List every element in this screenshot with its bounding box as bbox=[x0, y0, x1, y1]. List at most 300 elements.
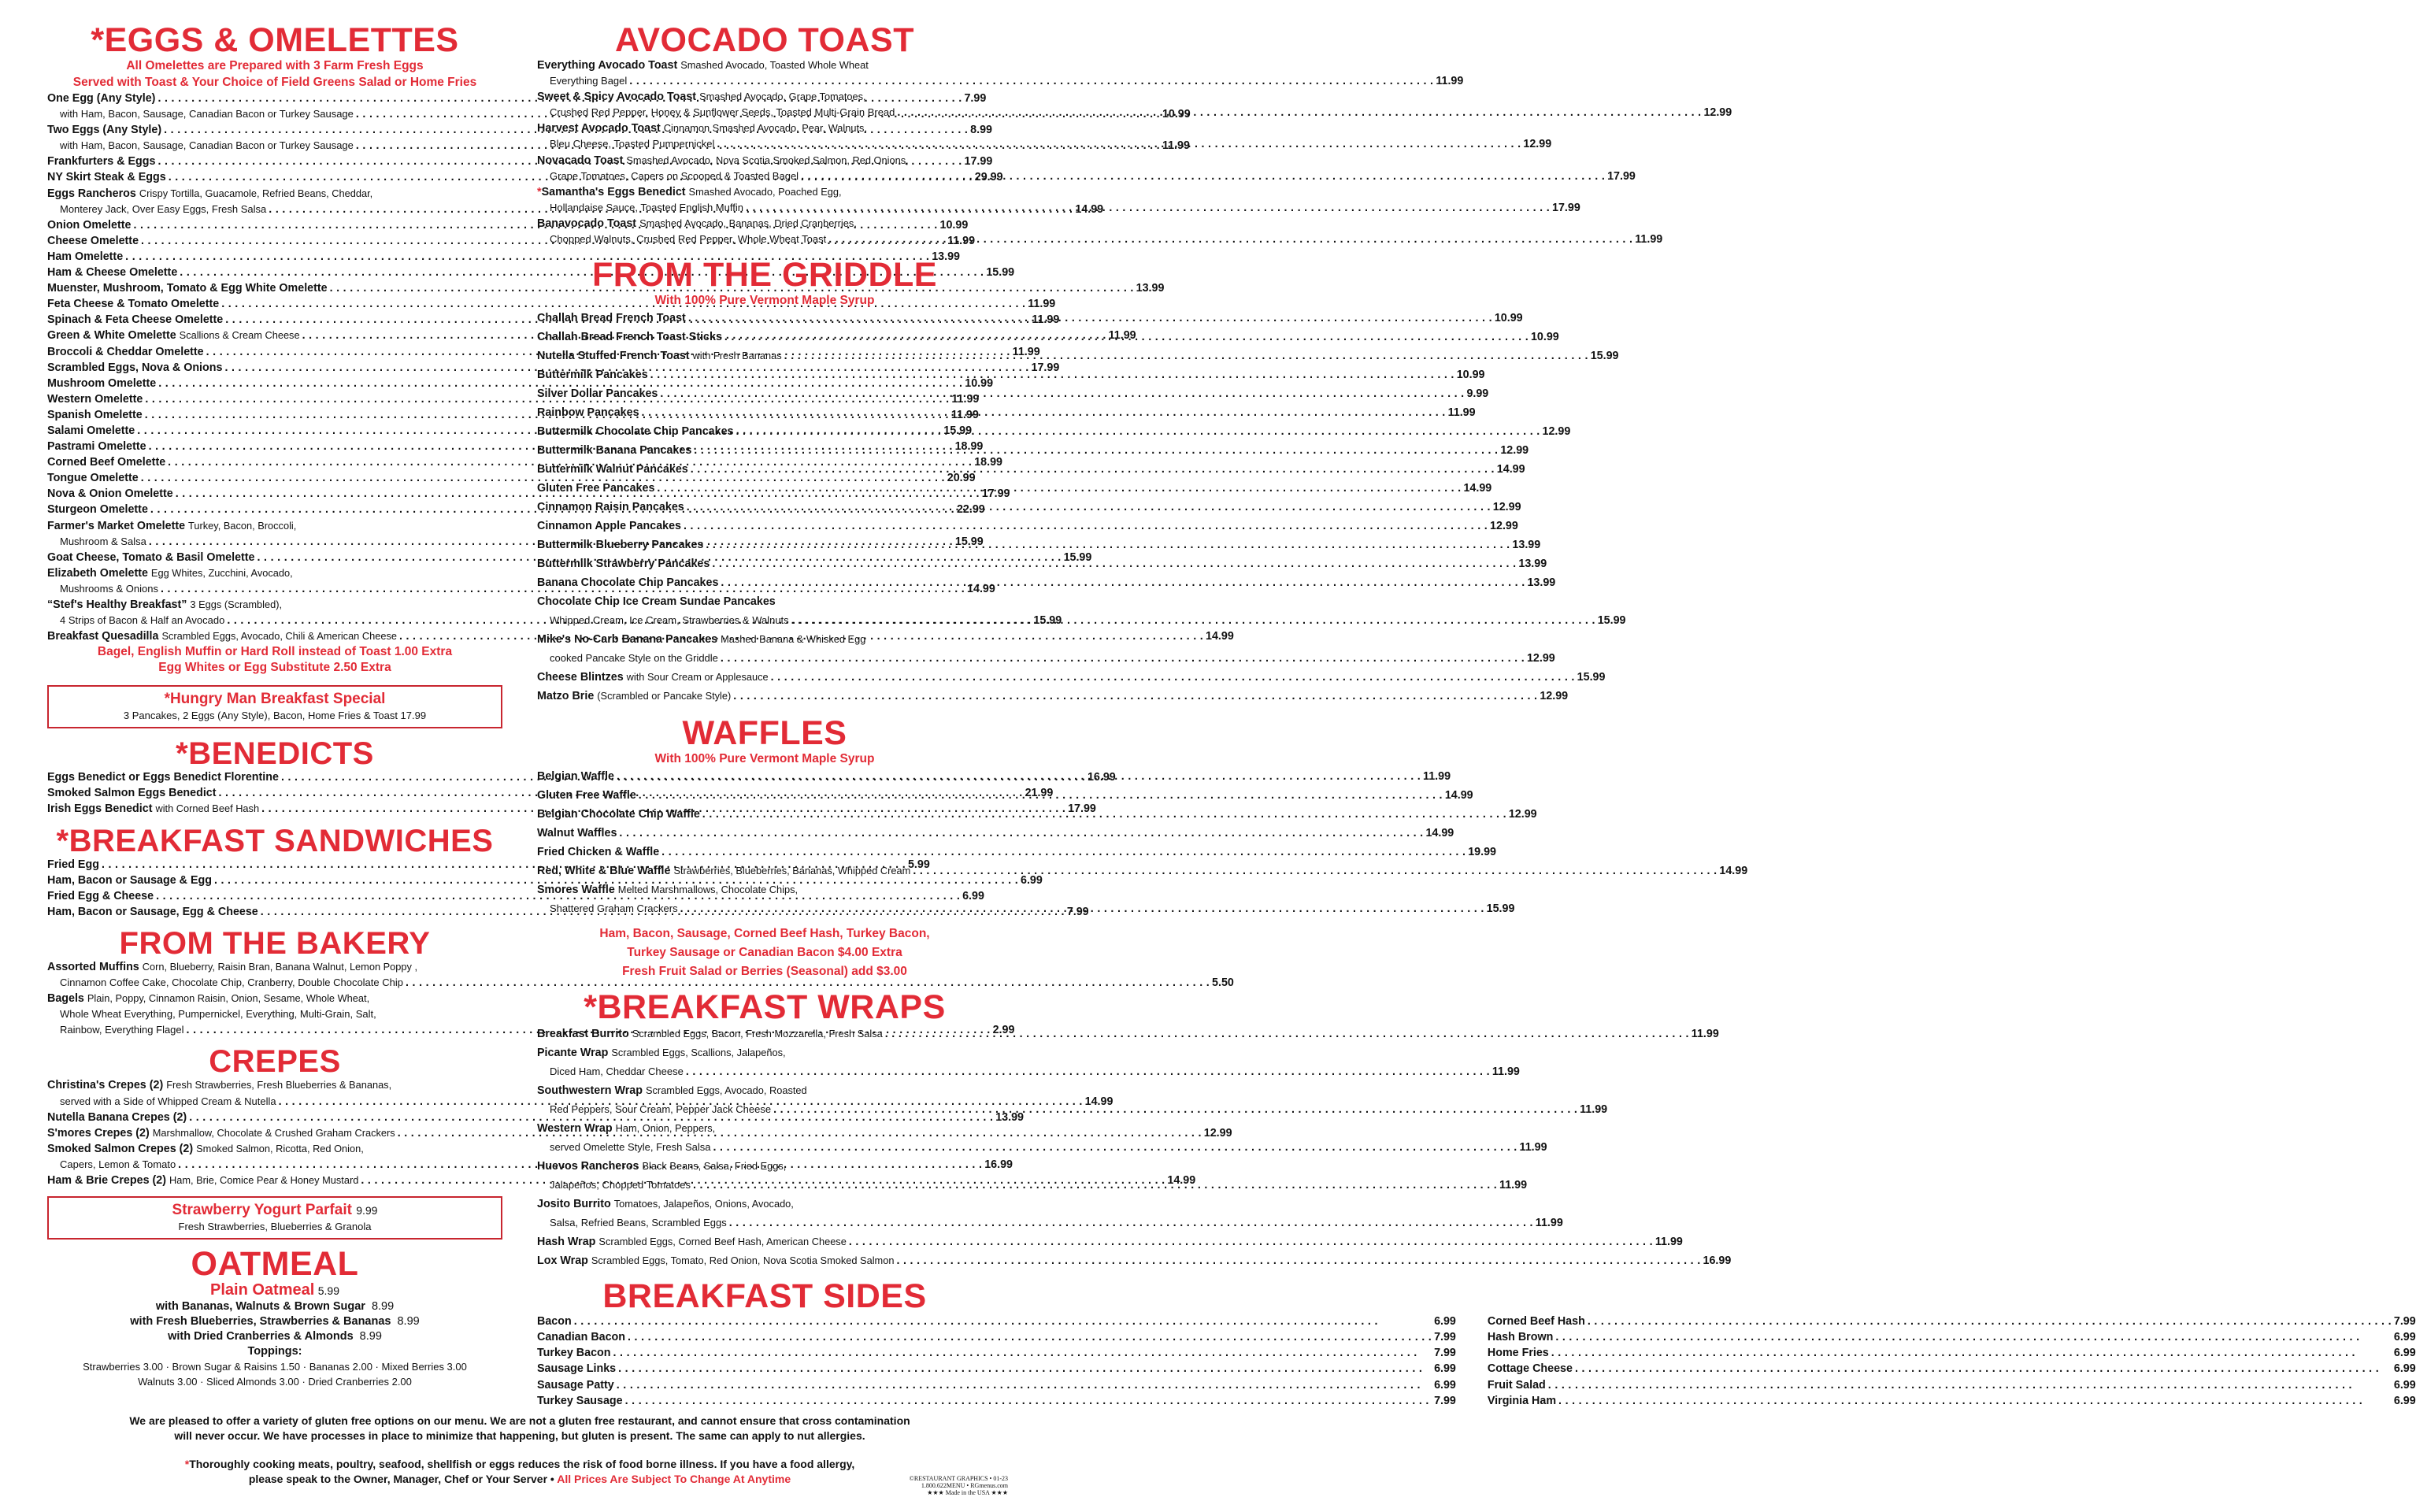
menu-item-row bbox=[537, 880, 992, 899]
item-description: Scrambled Eggs, Corned Beef Hash, American Cheese bbox=[598, 1236, 847, 1248]
item-name: Mushroom Omelette bbox=[47, 376, 157, 390]
item-price: 13.99 bbox=[995, 1110, 1025, 1124]
item-name: Smoked Salmon Eggs Benedict bbox=[47, 787, 217, 800]
leader-dots bbox=[801, 169, 1605, 184]
menu-item-row bbox=[537, 824, 1454, 843]
menu-item-row bbox=[1488, 1345, 2416, 1361]
item-price: 14.99 bbox=[1167, 1173, 1196, 1187]
item-price: 16.99 bbox=[1087, 771, 1116, 784]
leader-dots bbox=[618, 1361, 1432, 1377]
menu-item-row bbox=[537, 843, 1496, 862]
gluten-disclaimer bbox=[47, 1414, 992, 1443]
item-description: Scrambled Eggs, Tomato, Red Onion, Nova Scotia Smoked Salmon bbox=[591, 1254, 895, 1267]
oatmeal-option-text: with Fresh Blueberries, Strawberries & Bananas bbox=[130, 1315, 391, 1329]
item-description: Shattered Graham Crackers bbox=[550, 902, 678, 915]
menu-item-row bbox=[537, 1081, 992, 1100]
item-price: 15.99 bbox=[1033, 614, 1062, 628]
item-name: Corned Beef Omelette bbox=[47, 456, 166, 469]
leader-dots bbox=[706, 536, 1510, 554]
item-price: 11.99 bbox=[1519, 1141, 1547, 1154]
menu-item-row bbox=[537, 1157, 992, 1176]
item-name: Sweet & Spicy Avocado Toast bbox=[537, 91, 697, 104]
item-price: 11.99 bbox=[1499, 1179, 1528, 1192]
menu-item-row bbox=[47, 565, 502, 581]
parfait-box bbox=[47, 1196, 502, 1240]
menu-item-row bbox=[537, 573, 1556, 592]
menu-item-row bbox=[47, 873, 1043, 888]
wraps-title: *BREAKFAST WRAPS bbox=[584, 988, 946, 1027]
leader-dots bbox=[702, 805, 1506, 824]
item-name: Banavocado Toast bbox=[537, 217, 637, 230]
leader-dots bbox=[1575, 1361, 2392, 1377]
menu-item-row bbox=[537, 1314, 1456, 1329]
menu-item-row bbox=[537, 687, 1569, 706]
item-description: Hollandaise Sauce, Toasted English Muffin bbox=[550, 201, 743, 213]
item-price: 11.99 bbox=[1012, 345, 1040, 358]
item-price: 11.99 bbox=[1108, 329, 1136, 343]
item-description: Corn, Blueberry, Raisin Bran, Banana Walnut, Lemon Poppy , bbox=[142, 960, 418, 973]
leader-dots bbox=[713, 1138, 1517, 1157]
item-name: Turkey Sausage bbox=[537, 1394, 623, 1407]
item-price: 11.99 bbox=[1447, 406, 1476, 420]
leader-dots bbox=[684, 517, 1488, 536]
item-name: Ham & Cheese Omelette bbox=[47, 266, 178, 280]
item-price: 11.99 bbox=[1032, 313, 1060, 327]
item-name: Buttermilk Banana Pancakes bbox=[537, 444, 692, 458]
menu-item-row bbox=[537, 1214, 1563, 1232]
item-name: Christina's Crepes (2) bbox=[47, 1079, 164, 1092]
item-price: 17.99 bbox=[981, 487, 1010, 501]
eggs-subtitle-1: All Omelettes are Prepared with 3 Farm Fresh Eggs bbox=[126, 59, 424, 72]
food-warning bbox=[47, 1457, 992, 1487]
toppings-line-2: Walnuts 3.00 · Sliced Almonds 3.00 · Dried Cranberries 2.00 bbox=[138, 1376, 412, 1388]
menu-item-row bbox=[537, 1329, 1456, 1345]
item-description: served with a Side of Whipped Cream & Nutella bbox=[60, 1095, 276, 1107]
item-name: Picante Wrap bbox=[537, 1047, 609, 1060]
warning-text-2: please speak to the Owner, Manager, Chef or Your Server • bbox=[248, 1473, 558, 1485]
item-price: 15.99 bbox=[1590, 350, 1619, 363]
leader-dots bbox=[625, 1393, 1432, 1409]
parfait-price: 9.99 bbox=[356, 1204, 378, 1217]
item-price: 11.99 bbox=[1162, 139, 1190, 153]
item-price: 5.50 bbox=[1212, 976, 1234, 990]
item-price: 15.99 bbox=[1577, 671, 1606, 684]
item-name: Ham, Bacon or Sausage, Egg & Cheese bbox=[47, 905, 258, 918]
item-price: 12.99 bbox=[1492, 501, 1521, 514]
item-price: 6.99 bbox=[1434, 1378, 1456, 1392]
item-description: with Sour Cream or Applesauce bbox=[626, 671, 769, 684]
item-description: Melted Marshmallows, Chocolate Chips, bbox=[617, 884, 799, 896]
item-name: Nutella Banana Crepes (2) bbox=[47, 1110, 187, 1124]
leader-dots bbox=[1558, 1393, 2392, 1409]
item-description: Crushed Red Pepper, Honey & Sunflower Seeds, Toasted Multi-Grain Bread bbox=[550, 106, 895, 119]
item-price: 11.99 bbox=[1635, 233, 1663, 246]
item-name: Scrambled Eggs, Nova & Onions bbox=[47, 361, 223, 374]
item-description: Scrambled Eggs, Avocado, Chili & American Cheese bbox=[161, 630, 397, 643]
item-name: Walnut Waffles bbox=[537, 827, 617, 840]
item-name: Frankfurters & Eggs bbox=[47, 155, 156, 169]
item-price: 6.99 bbox=[1434, 1362, 1456, 1376]
sides-title: BREAKFAST SIDES bbox=[602, 1277, 927, 1316]
menu-item-row bbox=[1488, 1361, 2416, 1377]
item-name: Rainbow Pancakes bbox=[537, 406, 639, 420]
item-name: Muenster, Mushroom, Tomato & Egg White Omelette bbox=[47, 282, 328, 295]
item-description: Strawberries, Blueberries, Bananas, Whipped Cream bbox=[673, 865, 911, 877]
menu-item-row bbox=[47, 975, 1234, 991]
item-description: Marshmallow, Chocolate & Crushed Graham Crackers bbox=[152, 1126, 395, 1139]
gluten-line-2: will never occur. We have processes in place to minimize that happening, but gluten is present. The same can apply to nut allergies. bbox=[174, 1429, 865, 1442]
menu-item-row bbox=[537, 649, 1555, 668]
item-name: Cinnamon Raisin Pancakes bbox=[537, 501, 684, 514]
asterisk: * bbox=[537, 185, 542, 198]
item-description: Smashed Avocado, Bananas, Dried Cranberries, bbox=[639, 217, 857, 229]
menu-item-row bbox=[537, 536, 1541, 554]
leader-dots bbox=[574, 1314, 1432, 1329]
item-name: Sturgeon Omelette bbox=[47, 503, 148, 517]
item-price: 11.99 bbox=[947, 234, 976, 247]
leader-dots bbox=[613, 1345, 1432, 1361]
item-description: Turkey, Bacon, Broccoli, bbox=[188, 519, 297, 532]
item-name: One Egg (Any Style) bbox=[47, 92, 156, 105]
item-description: Scallions & Cream Cheese bbox=[179, 329, 300, 342]
menu-item-row bbox=[47, 1110, 1025, 1125]
item-description: Whole Wheat Everything, Pumpernickel, Everything, Multi-Grain, Salt, bbox=[60, 1008, 376, 1021]
menu-item-row bbox=[537, 1138, 1547, 1157]
sides-columns bbox=[537, 1314, 2416, 1409]
menu-item-row bbox=[537, 592, 992, 611]
item-price: 13.99 bbox=[1527, 576, 1556, 590]
item-name: Buttermilk Chocolate Chip Pancakes bbox=[537, 425, 734, 439]
leader-dots bbox=[771, 668, 1575, 687]
bakery-title: FROM THE BAKERY bbox=[119, 925, 431, 961]
oatmeal-option bbox=[47, 1299, 502, 1314]
item-name: Fried Egg & Cheese bbox=[47, 889, 154, 902]
item-description: Mushrooms & Onions bbox=[60, 582, 158, 595]
warning-line-1 bbox=[47, 1457, 992, 1472]
item-name: Elizabeth Omelette bbox=[47, 566, 148, 580]
item-description: Cinnamon Coffee Cake, Chocolate Chip, Cranberry, Double Chocolate Chip bbox=[60, 976, 403, 989]
hungry-man-desc: 3 Pancakes, 2 Eggs (Any Style), Bacon, Home Fries & Toast 17.99 bbox=[123, 710, 427, 722]
waffles-note-2: Turkey Sausage or Canadian Bacon $4.00 Extra bbox=[627, 946, 902, 960]
item-name: Belgian Chocolate Chip Waffle bbox=[537, 808, 700, 821]
menu-item-row bbox=[537, 1345, 1456, 1361]
item-name: Southwestern Wrap bbox=[537, 1084, 643, 1098]
item-name: Cinnamon Apple Pancakes bbox=[537, 520, 681, 533]
warning-star: * bbox=[184, 1458, 190, 1470]
item-price: 12.99 bbox=[1508, 808, 1537, 821]
oatmeal-option-text: with Dried Cranberries & Almonds bbox=[168, 1330, 354, 1343]
item-name: Breakfast Burrito bbox=[537, 1028, 629, 1041]
item-price: 12.99 bbox=[1540, 690, 1569, 703]
item-price: 15.99 bbox=[954, 535, 984, 548]
item-price: 11.99 bbox=[1423, 770, 1451, 784]
item-price: 10.99 bbox=[1530, 331, 1559, 344]
toppings-label: Toppings: bbox=[247, 1345, 302, 1358]
menu-item-row bbox=[537, 1377, 1456, 1393]
item-name: Fried Chicken & Waffle bbox=[537, 846, 660, 859]
menu-item-row bbox=[537, 232, 1663, 247]
item-description: Smashed Avocado, Grape Tomatoes, bbox=[699, 91, 866, 103]
item-name: Goat Cheese, Tomato & Basil Omelette bbox=[47, 550, 255, 564]
item-name: Lox Wrap bbox=[537, 1254, 588, 1268]
parfait-desc: Fresh Strawberries, Blueberries & Granola bbox=[178, 1221, 372, 1233]
menu-item-row bbox=[47, 1006, 502, 1022]
item-price: 13.99 bbox=[932, 250, 960, 263]
leader-dots bbox=[657, 479, 1461, 498]
menu-item-row bbox=[47, 991, 502, 1006]
leader-dots bbox=[617, 1377, 1432, 1393]
menu-item-row bbox=[537, 120, 992, 136]
leader-dots bbox=[694, 441, 1498, 460]
menu-item-row bbox=[537, 422, 1571, 441]
item-price: 12.99 bbox=[1203, 1126, 1232, 1140]
menu-item-row bbox=[537, 1393, 1456, 1409]
menu-item-row bbox=[537, 184, 992, 200]
item-name: Sausage Patty bbox=[537, 1378, 614, 1392]
menu-item-row bbox=[537, 73, 1464, 89]
item-description: Salsa, Refried Beans, Scrambled Eggs bbox=[550, 1217, 727, 1229]
eggs-note-1: Bagel, English Muffin or Hard Roll instead of Toast 1.00 Extra bbox=[97, 645, 453, 659]
item-name: Assorted Muffins bbox=[47, 960, 139, 973]
item-description: Smashed Avocado, Nova Scotia Smoked Salmon, Red Onions, bbox=[626, 154, 909, 166]
printer-credit bbox=[910, 1475, 1008, 1496]
leader-dots bbox=[1551, 1345, 2392, 1361]
item-price: 11.99 bbox=[1691, 1028, 1719, 1041]
menu-item-row bbox=[537, 57, 992, 73]
item-price: 14.99 bbox=[1084, 1095, 1114, 1108]
leader-dots bbox=[913, 862, 1717, 880]
item-name: *Samantha's Eggs Benedict bbox=[537, 185, 686, 198]
menu-item-row bbox=[537, 630, 992, 649]
item-description: served Omelette Style, Fresh Salsa bbox=[550, 1141, 711, 1154]
item-price: 13.99 bbox=[1512, 539, 1541, 552]
plain-oatmeal-label: Plain Oatmeal bbox=[210, 1281, 315, 1299]
parfait-title: Strawberry Yogurt Parfait bbox=[172, 1202, 352, 1219]
menu-item-row bbox=[537, 1232, 1683, 1251]
item-name: Huevos Rancheros bbox=[537, 1160, 639, 1173]
item-price: 18.99 bbox=[954, 440, 984, 454]
item-description: 4 Strips of Bacon & Half an Avocado bbox=[60, 614, 225, 627]
item-price: 11.99 bbox=[1535, 1217, 1563, 1230]
item-name: Silver Dollar Pancakes bbox=[537, 387, 658, 401]
item-description: Mashed Banana & Whisked Egg bbox=[721, 633, 866, 646]
item-name: Smoked Salmon Crepes (2) bbox=[47, 1142, 194, 1155]
item-price: 22.99 bbox=[956, 503, 985, 517]
menu-item-row bbox=[1488, 1377, 2416, 1393]
menu-item-row bbox=[537, 1251, 1732, 1270]
item-name: Irish Eggs Benedict bbox=[47, 802, 153, 816]
item-price: 29.99 bbox=[974, 171, 1003, 184]
item-name: Bacon bbox=[537, 1315, 572, 1329]
leader-dots bbox=[688, 309, 1492, 328]
item-name: Chocolate Chip Ice Cream Sundae Pancakes bbox=[537, 595, 776, 609]
item-price: 18.99 bbox=[974, 456, 1002, 469]
item-name: Turkey Bacon bbox=[537, 1347, 611, 1360]
item-price: 17.99 bbox=[1031, 361, 1060, 374]
item-name: Smores Waffle bbox=[537, 884, 615, 897]
menu-item-row bbox=[47, 470, 976, 486]
leader-dots bbox=[619, 824, 1423, 843]
item-description: Ham, Onion, Peppers, bbox=[615, 1122, 716, 1135]
leader-dots bbox=[717, 136, 1521, 152]
menu-item-row bbox=[47, 376, 994, 391]
menu-item-row bbox=[47, 1141, 502, 1157]
item-description: Everything Bagel bbox=[550, 75, 628, 87]
leader-dots bbox=[896, 1251, 1700, 1270]
item-name: Harvest Avocado Toast bbox=[537, 122, 661, 135]
item-description: 3 Eggs (Scrambled), bbox=[190, 598, 283, 610]
item-name: Spanish Omelette bbox=[47, 408, 143, 421]
item-description: with Ham, Bacon, Sausage, Canadian Bacon or Turkey Sausage bbox=[60, 139, 354, 152]
item-price: 14.99 bbox=[967, 582, 995, 595]
item-name: Pastrami Omelette bbox=[47, 440, 146, 454]
item-name: Virginia Ham bbox=[1487, 1394, 1557, 1407]
item-price: 14.99 bbox=[1463, 482, 1492, 495]
item-price: 10.99 bbox=[1162, 108, 1191, 121]
leader-dots bbox=[639, 786, 1443, 805]
sides-left bbox=[537, 1314, 1456, 1409]
item-name: Cheese Omelette bbox=[47, 234, 139, 247]
gluten-line-1: We are pleased to offer a variety of gluten free options on our menu. We are not a gluten free restaurant, and cannot ensure that cross contamination bbox=[129, 1414, 910, 1427]
leader-dots bbox=[791, 611, 1595, 630]
item-price: 12.99 bbox=[1523, 138, 1552, 151]
parfait-heading bbox=[49, 1201, 501, 1220]
leader-dots bbox=[617, 767, 1421, 786]
leader-dots bbox=[733, 687, 1537, 706]
item-description: Black Beans, Salsa, Fried Eggs, bbox=[642, 1160, 787, 1173]
item-description: Scrambled Eggs, Avocado, Roasted bbox=[646, 1084, 807, 1097]
leader-dots bbox=[680, 899, 1484, 918]
item-name: Western Wrap bbox=[537, 1122, 613, 1136]
item-price: 14.99 bbox=[1444, 789, 1473, 802]
item-name: Western Omelette bbox=[47, 392, 143, 406]
item-price: 9.99 bbox=[1466, 387, 1489, 401]
oatmeal-option bbox=[47, 1314, 502, 1329]
leader-dots bbox=[828, 232, 1632, 247]
item-price: 17.99 bbox=[964, 155, 993, 169]
warning-line-2 bbox=[47, 1472, 992, 1487]
item-name: Two Eggs (Any Style) bbox=[47, 124, 162, 137]
leader-dots bbox=[712, 554, 1516, 573]
item-name: Matzo Brie bbox=[537, 690, 595, 703]
menu-item-row bbox=[537, 1119, 992, 1138]
item-description: with Fresh Bananas bbox=[692, 350, 782, 362]
item-description: with Corned Beef Hash bbox=[155, 802, 260, 815]
menu-item-row bbox=[537, 1195, 992, 1214]
oatmeal-option bbox=[47, 1329, 502, 1344]
item-name: Buttermilk Pancakes bbox=[537, 369, 648, 382]
item-price: 7.99 bbox=[1434, 1347, 1456, 1360]
item-name: Eggs Benedict or Eggs Benedict Florentine bbox=[47, 771, 279, 784]
item-description: Plain, Poppy, Cinnamon Raisin, Onion, Sesame, Whole Wheat, bbox=[87, 992, 370, 1005]
item-name: Hash Brown bbox=[1487, 1331, 1554, 1344]
price-change-notice: All Prices Are Subject To Change At Anytime bbox=[557, 1473, 791, 1485]
item-name: Fruit Salad bbox=[1487, 1378, 1546, 1392]
item-price: 6.99 bbox=[2393, 1331, 2416, 1344]
item-price: 14.99 bbox=[1075, 202, 1104, 216]
menu-item-row bbox=[47, 959, 502, 975]
item-price: 16.99 bbox=[984, 1158, 1013, 1171]
item-price: 17.99 bbox=[1552, 201, 1580, 214]
item-price: 11.99 bbox=[950, 408, 979, 421]
item-name: Buttermilk Blueberry Pancakes bbox=[537, 539, 704, 552]
menu-item-row bbox=[537, 611, 1626, 630]
item-price: 10.99 bbox=[1494, 312, 1523, 325]
item-price: 11.99 bbox=[1436, 75, 1464, 88]
leader-dots bbox=[1548, 1377, 2392, 1393]
item-price: 12.99 bbox=[1490, 520, 1518, 533]
item-name: Ham, Bacon or Sausage & Egg bbox=[47, 873, 212, 887]
item-name: Broccoli & Cheddar Omelette bbox=[47, 345, 204, 358]
leader-dots bbox=[721, 649, 1525, 668]
item-name: Corned Beef Hash bbox=[1487, 1315, 1585, 1329]
sandwiches-title: *BREAKFAST SANDWICHES bbox=[56, 823, 494, 858]
item-description: Capers, Lemon & Tomato bbox=[60, 1158, 176, 1170]
item-price: 7.99 bbox=[2393, 1315, 2416, 1329]
menu-item-row bbox=[47, 280, 1165, 296]
menu-item-row bbox=[537, 403, 1476, 422]
item-name: Ham Omelette bbox=[47, 250, 124, 263]
item-name: Gluten Free Pancakes bbox=[537, 482, 655, 495]
item-name: Cottage Cheese bbox=[1487, 1362, 1573, 1376]
menu-item-row bbox=[47, 1077, 502, 1093]
item-price: 2.99 bbox=[992, 1024, 1015, 1037]
leader-dots bbox=[642, 403, 1446, 422]
item-price: 14.99 bbox=[1719, 865, 1748, 878]
menu-item-row bbox=[1488, 1314, 2416, 1329]
item-price: 5.99 bbox=[907, 858, 930, 871]
item-description: Cinnamon Smashed Avocado, Pear, Walnuts, bbox=[663, 122, 868, 135]
leader-dots bbox=[885, 1025, 1689, 1043]
item-price: 8.99 bbox=[970, 124, 992, 137]
leader-dots bbox=[1555, 1329, 2392, 1345]
item-name: Fried Egg bbox=[47, 858, 99, 871]
item-name: Nova & Onion Omelette bbox=[47, 487, 173, 501]
item-name: Nutella Stuffed French Toast bbox=[537, 350, 690, 363]
item-price: 6.99 bbox=[1021, 873, 1043, 887]
item-name: Onion Omelette bbox=[47, 218, 132, 232]
menu-item-row bbox=[537, 517, 1518, 536]
item-price: 7.99 bbox=[964, 92, 987, 105]
hungry-man-box bbox=[47, 685, 502, 728]
item-name: Buttermilk Walnut Pancakes bbox=[537, 463, 688, 476]
item-price: 7.99 bbox=[1066, 905, 1089, 918]
item-description: with Ham, Bacon, Sausage, Canadian Bacon or Turkey Sausage bbox=[60, 108, 354, 120]
menu-item-row bbox=[47, 518, 502, 534]
credit-line-3: ★★★ Made in the USA ★★★ bbox=[927, 1489, 1008, 1496]
item-price: 14.99 bbox=[1496, 463, 1525, 476]
item-description: Monterey Jack, Over Easy Eggs, Fresh Salsa bbox=[60, 202, 267, 215]
leader-dots bbox=[661, 843, 1466, 862]
item-name: Banana Chocolate Chip Pancakes bbox=[537, 576, 719, 590]
item-description: Mushroom & Salsa bbox=[60, 535, 146, 547]
item-price: 10.99 bbox=[939, 218, 969, 232]
eggs-title: *EGGS & OMELETTES bbox=[91, 21, 459, 59]
item-price: 17.99 bbox=[1607, 169, 1636, 183]
item-description: Smoked Salmon, Ricotta, Red Onion, bbox=[196, 1142, 364, 1154]
item-price: 11.99 bbox=[1580, 1103, 1608, 1117]
menu-item-row bbox=[537, 89, 992, 105]
menu-item-row bbox=[537, 216, 992, 232]
item-price: 6.99 bbox=[2393, 1347, 2416, 1360]
item-price: 7.99 bbox=[1434, 1331, 1456, 1344]
leader-dots bbox=[736, 422, 1540, 441]
leader-dots bbox=[650, 365, 1454, 384]
item-name: Home Fries bbox=[1487, 1347, 1549, 1360]
item-price: 15.99 bbox=[986, 266, 1015, 280]
benedicts-title: *BENEDICTS bbox=[176, 736, 374, 772]
item-description: Chopped Walnuts, Crushed Red Pepper, Whole Wheat Toast bbox=[550, 233, 827, 246]
